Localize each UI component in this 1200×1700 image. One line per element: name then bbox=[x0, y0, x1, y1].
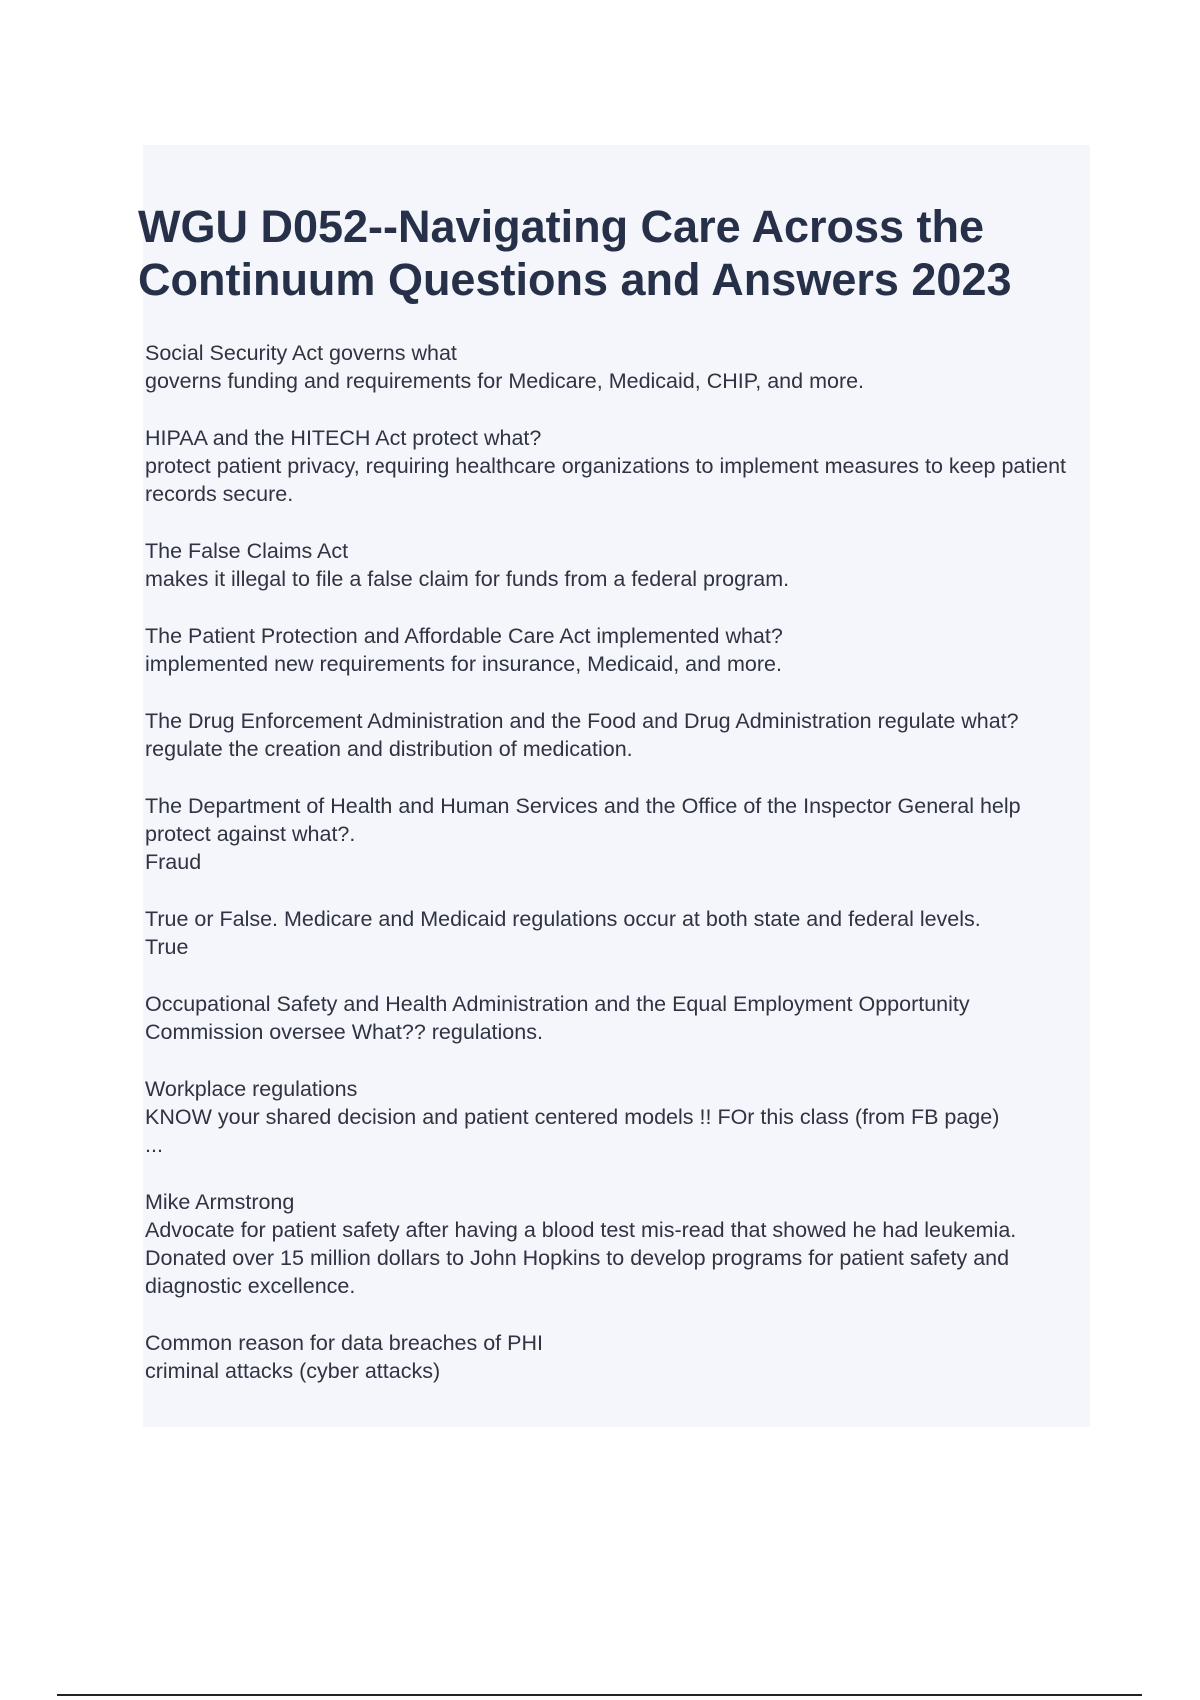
qa-item-true-false bbox=[145, 905, 1090, 961]
qa-answer: criminal attacks (cyber attacks) bbox=[145, 1359, 441, 1383]
qa-question: The False Claims Act bbox=[145, 539, 349, 563]
qa-item-false-claims bbox=[145, 537, 1090, 593]
qa-question: HIPAA and the HITECH Act protect what? bbox=[145, 426, 542, 450]
qa-answer: implemented new requirements for insurance, Medicaid, and more. bbox=[145, 652, 782, 676]
qa-question: The Department of Health and Human Services and the Office of the Inspector General help protect against what?. bbox=[145, 794, 1021, 846]
qa-answer: governs funding and requirements for Medicare, Medicaid, CHIP, and more. bbox=[145, 369, 865, 393]
qa-item-dea-fda bbox=[145, 707, 1090, 763]
qa-question: The Drug Enforcement Administration and the Food and Drug Administration regulate what? bbox=[145, 709, 1019, 733]
qa-question: Mike Armstrong bbox=[145, 1190, 295, 1214]
qa-item-hipaa bbox=[145, 424, 1090, 508]
qa-item-osha-eeoc bbox=[145, 990, 1090, 1046]
qa-item-hhs-oig bbox=[145, 792, 1090, 876]
qa-answer: makes it illegal to file a false claim for funds from a federal program. bbox=[145, 567, 790, 591]
qa-list bbox=[145, 339, 1090, 1414]
qa-ellipsis: ... bbox=[145, 1133, 163, 1157]
qa-question: True or False. Medicare and Medicaid regulations occur at both state and federal levels. bbox=[145, 907, 981, 931]
qa-answer: protect patient privacy, requiring healthcare organizations to implement measures to keep patient records secure. bbox=[145, 454, 1067, 506]
qa-item-workplace bbox=[145, 1075, 1090, 1159]
qa-answer: Advocate for patient safety after having a blood test mis-read that showed he had leukemia. Donated over 15 million dollars to John Hopkins to develop programs for patient safety and diagnostic excellence. bbox=[145, 1218, 1017, 1298]
qa-question: Common reason for data breaches of PHI bbox=[145, 1331, 543, 1355]
page-title bbox=[138, 200, 1098, 306]
qa-answer: Fraud bbox=[145, 850, 202, 874]
qa-answer: KNOW your shared decision and patient centered models !! FOr this class (from FB page) bbox=[145, 1105, 1000, 1129]
qa-question: Workplace regulations bbox=[145, 1077, 358, 1101]
qa-question: The Patient Protection and Affordable Care Act implemented what? bbox=[145, 624, 783, 648]
qa-answer: regulate the creation and distribution of medication. bbox=[145, 737, 633, 761]
footer-divider bbox=[57, 1694, 1142, 1696]
qa-question: Occupational Safety and Health Administration and the Equal Employment Opportunity Commission oversee What?? regulations. bbox=[145, 992, 970, 1044]
title-line-2: Continuum Questions and Answers 2023 bbox=[138, 254, 1012, 305]
qa-item-aca bbox=[145, 622, 1090, 678]
qa-question: Social Security Act governs what bbox=[145, 341, 457, 365]
qa-item-data-breaches bbox=[145, 1329, 1090, 1385]
qa-item-social-security bbox=[145, 339, 1090, 395]
qa-item-mike-armstrong bbox=[145, 1188, 1090, 1300]
qa-answer: True bbox=[145, 935, 189, 959]
title-line-1: WGU D052--Navigating Care Across the bbox=[138, 201, 985, 252]
